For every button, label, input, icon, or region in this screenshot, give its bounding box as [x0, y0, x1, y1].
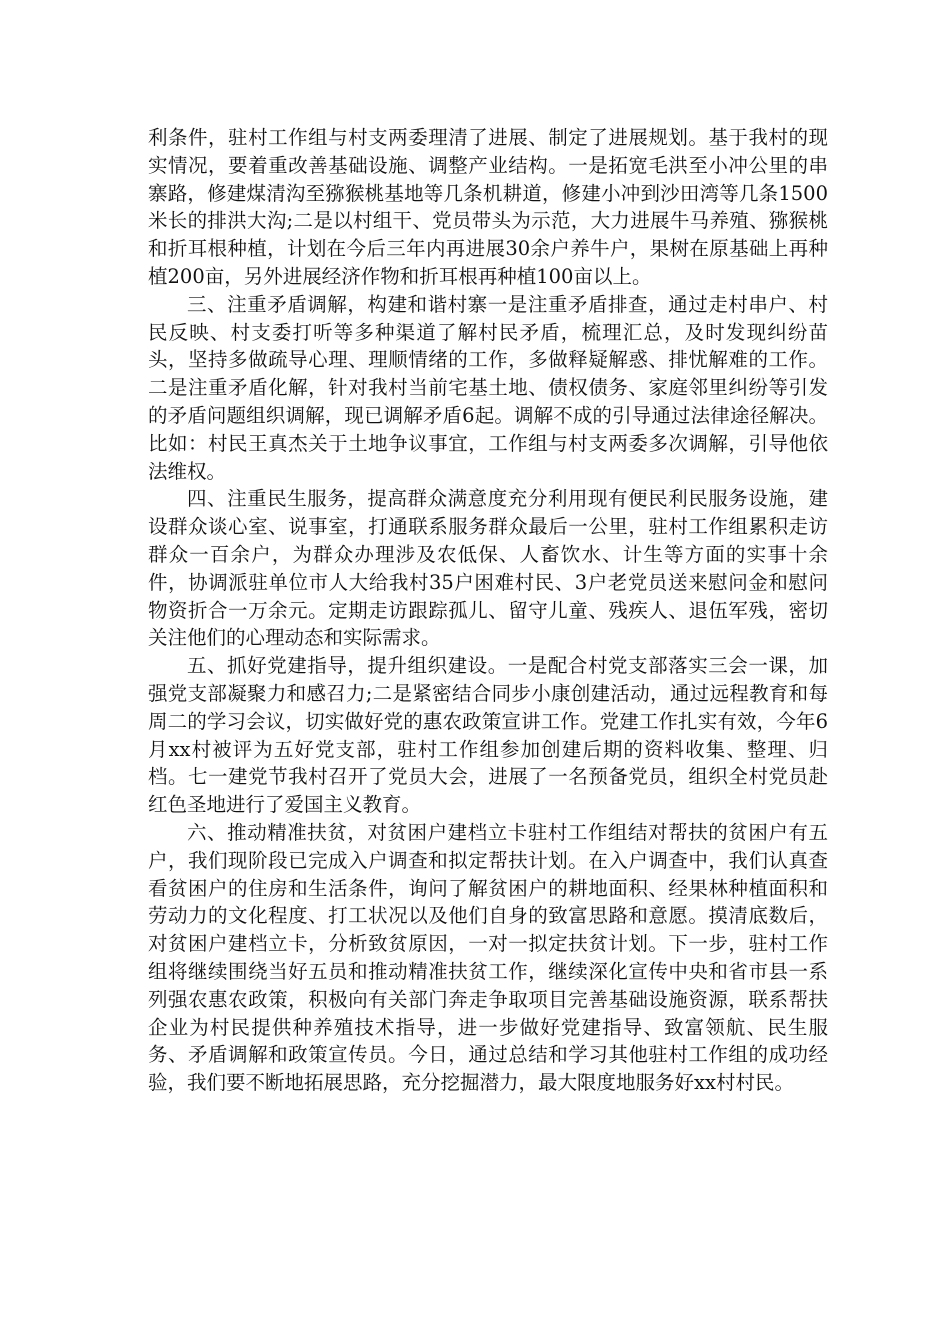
document-body [148, 124, 828, 1097]
paragraph-party-building: 五、抓好党建指导，提升组织建设。一是配合村党支部落实三会一课，加强党支部凝聚力和感召力;二是紧密结合同步小康创建活动，通过远程教育和每周二的学习会议，切实做好党的惠农政策宣讲工作。党建工作扎实有效，今年6月xx村被评为五好党支部，驻村工作组参加创建后期的资料收集、整理、归档。七一建党节我村召开了党员大会，进展了一名预备党员，组织全村党员赴红色圣地进行了爱国主义教育。 [148, 654, 828, 817]
paragraph-livelihood-services: 四、注重民生服务，提高群众满意度充分利用现有便民利民服务设施，建设群众谈心室、说事室，打通联系服务群众最后一公里，驻村工作组累积走访群众一百余户，为群众办理涉及农低保、人畜饮水、计生等方面的实事十余件，协调派驻单位市人大给我村35户困难村民、3户老党员送来慰问金和慰问物资折合一万余元。定期走访跟踪孤儿、留守儿童、残疾人、退伍军残，密切关注他们的心理动态和实际需求。 [148, 487, 828, 650]
paragraph-conflict-mediation: 三、注重矛盾调解，构建和谐村寨一是注重矛盾排查，通过走村串户、村民反映、村支委打听等多种渠道了解村民矛盾，梳理汇总，及时发现纠纷苗头，坚持多做疏导心理、理顺情绪的工作，多做释疑解惑、排忧解难的工作。二是注重矛盾化解，针对我村当前宅基土地、债权债务、家庭邻里纠纷等引发的矛盾问题组织调解，现已调解矛盾6起。调解不成的引导通过法律途径解决。比如：村民王真杰关于土地争议事宜，工作组与村支两委多次调解，引导他依法维权。 [148, 292, 828, 483]
paragraph-poverty-alleviation: 六、推动精准扶贫，对贫困户建档立卡驻村工作组结对帮扶的贫困户有五户，我们现阶段已完成入户调查和拟定帮扶计划。在入户调查中，我们认真查看贫困户的住房和生活条件，询问了解贫困户的耕地面积、经果林种植面积和劳动力的文化程度、打工状况以及他们自身的致富思路和意愿。摸清底数后，对贫困户建档立卡，分析致贫原因，一对一拟定扶贫计划。下一步，驻村工作组将继续围绕当好五员和推动精准扶贫工作，继续深化宣传中央和省市县一系列强农惠农政策，积极向有关部门奔走争取项目完善基础设施资源，联系帮扶企业为村民提供种养殖技术指导，进一步做好党建指导、致富领航、民生服务、矛盾调解和政策宣传员。今日，通过总结和学习其他驻村工作组的成功经验，我们要不断地拓展思路，充分挖掘潜力，最大限度地服务好xx村村民。 [148, 820, 828, 1095]
paragraph-continuation: 利条件，驻村工作组与村支两委理清了进展、制定了进展规划。基于我村的现实情况，要着重改善基础设施、调整产业结构。一是拓宽毛洪至小冲公里的串寨路，修建煤清沟至猕猴桃基地等几条机耕道，修建小冲到沙田湾等几条1500米长的排洪大沟;二是以村组干、党员带头为示范，大力进展牛马养殖、猕猴桃和折耳根种植，计划在今后三年内再进展30余户养牛户，果树在原基础上再种植200亩，另外进展经济作物和折耳根再种植100亩以上。 [148, 126, 828, 288]
